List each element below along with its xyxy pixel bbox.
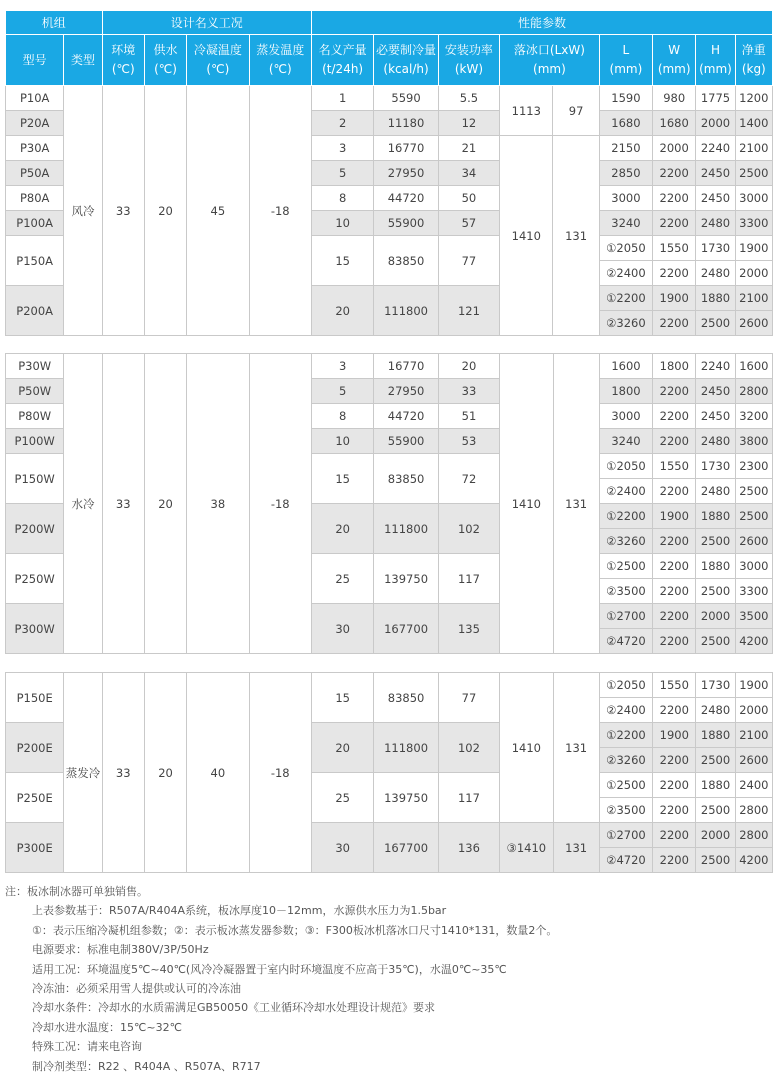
header-W: W (mm) — [653, 35, 696, 86]
height-cell: 1880 — [696, 286, 735, 311]
header-group-unit: 机组 — [6, 11, 103, 35]
weight-cell: 4200 — [735, 848, 772, 873]
weight-cell: 1900 — [735, 236, 772, 261]
power-cell: 135 — [438, 604, 499, 654]
output-cell: 3 — [311, 136, 373, 161]
note-line: 适用工况：环境温度5℃~40℃(风冷冷凝器置于室内时环境温度不应高于35℃)，水温0℃~35℃ — [32, 962, 507, 976]
model-cell: P250W — [6, 554, 64, 604]
ambient-cell: 33 — [102, 673, 144, 873]
cooling-cell: 11180 — [374, 111, 438, 136]
water-cooled-body — [6, 354, 773, 654]
output-cell: 20 — [311, 286, 373, 336]
output-cell: 2 — [311, 111, 373, 136]
width-cell: 2000 — [653, 136, 696, 161]
width-cell: 1800 — [653, 354, 696, 379]
condense-cell: 45 — [187, 86, 249, 336]
weight-cell: 2500 — [735, 161, 772, 186]
height-cell: 1880 — [696, 554, 735, 579]
width-cell: 1900 — [653, 723, 696, 748]
length-cell: ②2400 — [599, 479, 652, 504]
height-cell: 2480 — [696, 211, 735, 236]
opening-width-cell: 131 — [553, 354, 599, 654]
weight-cell: 1600 — [735, 354, 772, 379]
length-cell: ①2700 — [599, 823, 652, 848]
output-cell: 20 — [311, 504, 373, 554]
weight-cell: 3000 — [735, 554, 772, 579]
height-cell: 1880 — [696, 773, 735, 798]
weight-cell: 2100 — [735, 286, 772, 311]
power-cell: 136 — [438, 823, 499, 873]
header-type: 类型 — [64, 35, 102, 86]
length-cell: 1680 — [599, 111, 652, 136]
height-cell: 2450 — [696, 161, 735, 186]
weight-cell: 2500 — [735, 479, 772, 504]
weight-cell: 3300 — [735, 579, 772, 604]
length-cell: ②3260 — [599, 311, 652, 336]
height-cell: 2500 — [696, 748, 735, 773]
power-cell: 33 — [438, 379, 499, 404]
output-cell: 20 — [311, 723, 373, 773]
note-line: 冷冻油：必须采用雪人提供或认可的冷冻油 — [32, 982, 241, 996]
height-cell: 1730 — [696, 236, 735, 261]
note-line: ①：表示压缩冷凝机组参数；②：表示板冰蒸发器参数；③：F300板冰机落冰口尺寸1410*131，数量2个。 — [32, 923, 558, 937]
width-cell: 2200 — [653, 211, 696, 236]
length-cell: ①2700 — [599, 604, 652, 629]
notes-lead: 注：板冰制冰器可单独销售。 — [5, 885, 148, 898]
length-cell: 2150 — [599, 136, 652, 161]
width-cell: 2200 — [653, 604, 696, 629]
power-cell: 21 — [438, 136, 499, 161]
header-cooling: 必要制冷量 (kcal/h) — [374, 35, 438, 86]
model-cell: P150A — [6, 236, 64, 286]
table-row — [6, 354, 773, 379]
note-line: 冷却水进水温度：15℃~32℃ — [32, 1020, 182, 1034]
weight-cell: 2800 — [735, 798, 772, 823]
width-cell: 2200 — [653, 798, 696, 823]
cooling-cell: 55900 — [374, 429, 438, 454]
output-cell: 10 — [311, 429, 373, 454]
condense-cell: 38 — [187, 354, 249, 654]
weight-cell: 3200 — [735, 404, 772, 429]
header-model: 型号 — [6, 35, 64, 86]
power-cell: 51 — [438, 404, 499, 429]
output-cell: 25 — [311, 554, 373, 604]
height-cell: 1880 — [696, 723, 735, 748]
height-cell: 2450 — [696, 404, 735, 429]
cooling-cell: 55900 — [374, 211, 438, 236]
supply-cell: 20 — [144, 86, 186, 336]
note-line: 上表参数基于：R507A/R404A系统，板冰厚度10－12mm，水源供水压力为1.5bar — [32, 904, 447, 918]
length-cell: ①2500 — [599, 773, 652, 798]
ambient-cell: 33 — [102, 354, 144, 654]
output-cell: 15 — [311, 236, 373, 286]
power-cell: 102 — [438, 504, 499, 554]
length-cell: 3000 — [599, 404, 652, 429]
width-cell: 2200 — [653, 404, 696, 429]
output-cell: 5 — [311, 379, 373, 404]
output-cell: 15 — [311, 673, 373, 723]
type-cell: 风冷 — [64, 86, 102, 336]
width-cell: 2200 — [653, 311, 696, 336]
weight-cell: 2600 — [735, 748, 772, 773]
power-cell: 77 — [438, 236, 499, 286]
weight-cell: 2600 — [735, 311, 772, 336]
output-cell: 30 — [311, 604, 373, 654]
model-cell: P30A — [6, 136, 64, 161]
power-cell: 34 — [438, 161, 499, 186]
opening-width-cell: 97 — [553, 86, 599, 136]
length-cell: ①2500 — [599, 554, 652, 579]
width-cell: 2200 — [653, 186, 696, 211]
length-cell: ①2050 — [599, 673, 652, 698]
header-weight: 净重 (kg) — [735, 35, 772, 86]
type-cell: 水冷 — [64, 354, 102, 654]
note-line: 特殊工况：请来电咨询 — [32, 1040, 142, 1054]
power-cell: 121 — [438, 286, 499, 336]
height-cell: 2500 — [696, 311, 735, 336]
width-cell: 1680 — [653, 111, 696, 136]
power-cell: 77 — [438, 673, 499, 723]
opening-length-cell: 1410 — [500, 354, 553, 654]
cooling-cell: 167700 — [374, 604, 438, 654]
evap-cell: -18 — [249, 673, 311, 873]
height-cell: 2240 — [696, 354, 735, 379]
table-row — [6, 673, 773, 698]
note-line: 冷却水条件：冷却水的水质需满足GB50050《工业循环冷却水处理设计规范》要求 — [32, 1001, 436, 1015]
length-cell: ①2200 — [599, 286, 652, 311]
output-cell: 15 — [311, 454, 373, 504]
power-cell: 12 — [438, 111, 499, 136]
evap-cell: -18 — [249, 86, 311, 336]
evap-cell: -18 — [249, 354, 311, 654]
header-group-design: 设计名义工况 — [102, 11, 311, 35]
cooling-cell: 83850 — [374, 236, 438, 286]
cooling-cell: 139750 — [374, 773, 438, 823]
height-cell: 2480 — [696, 429, 735, 454]
height-cell: 2450 — [696, 186, 735, 211]
header-output: 名义产量 (t/24h) — [311, 35, 373, 86]
spec-table-air-cooled — [5, 10, 773, 336]
weight-cell: 2000 — [735, 261, 772, 286]
length-cell: 3240 — [599, 429, 652, 454]
ambient-cell: 33 — [102, 86, 144, 336]
header-power: 安装功率 (kW) — [438, 35, 499, 86]
opening-length-cell: ③1410 — [500, 823, 553, 873]
model-cell: P100W — [6, 429, 64, 454]
air-cooled-body — [6, 86, 773, 336]
height-cell: 2500 — [696, 579, 735, 604]
width-cell: 2200 — [653, 698, 696, 723]
weight-cell: 2800 — [735, 823, 772, 848]
opening-length-cell: 1410 — [500, 673, 553, 823]
weight-cell: 2400 — [735, 773, 772, 798]
cooling-cell: 111800 — [374, 286, 438, 336]
length-cell: 3000 — [599, 186, 652, 211]
length-cell: ①2050 — [599, 236, 652, 261]
power-cell: 50 — [438, 186, 499, 211]
length-cell: ②3260 — [599, 748, 652, 773]
model-cell: P300W — [6, 604, 64, 654]
width-cell: 1550 — [653, 236, 696, 261]
weight-cell: 1200 — [735, 86, 772, 111]
height-cell: 2500 — [696, 529, 735, 554]
header-group-performance: 性能参数 — [311, 11, 772, 35]
model-cell: P250E — [6, 773, 64, 823]
length-cell: ①2050 — [599, 454, 652, 479]
model-cell: P200A — [6, 286, 64, 336]
cooling-cell: 44720 — [374, 404, 438, 429]
length-cell: ②2400 — [599, 698, 652, 723]
opening-length-cell: 1113 — [500, 86, 553, 136]
height-cell: 1730 — [696, 454, 735, 479]
width-cell: 980 — [653, 86, 696, 111]
output-cell: 8 — [311, 404, 373, 429]
model-cell: P100A — [6, 211, 64, 236]
table-row — [6, 86, 773, 111]
cooling-cell: 16770 — [374, 136, 438, 161]
header-evap: 蒸发温度 (℃) — [249, 35, 311, 86]
model-cell: P50W — [6, 379, 64, 404]
model-cell: P50A — [6, 161, 64, 186]
power-cell: 5.5 — [438, 86, 499, 111]
evaporative-cooled-body — [6, 673, 773, 873]
model-cell: P80A — [6, 186, 64, 211]
power-cell: 117 — [438, 773, 499, 823]
height-cell: 1775 — [696, 86, 735, 111]
length-cell: 2850 — [599, 161, 652, 186]
weight-cell: 3800 — [735, 429, 772, 454]
opening-width-cell: 131 — [553, 673, 599, 823]
notes-section — [5, 882, 775, 1076]
model-cell: P20A — [6, 111, 64, 136]
cooling-cell: 5590 — [374, 86, 438, 111]
model-cell: P30W — [6, 354, 64, 379]
height-cell: 1730 — [696, 673, 735, 698]
spec-table-evaporative-cooled — [5, 672, 773, 873]
output-cell: 3 — [311, 354, 373, 379]
width-cell: 2200 — [653, 429, 696, 454]
opening-width-cell: 131 — [553, 136, 599, 336]
height-cell: 2480 — [696, 698, 735, 723]
note-line: 制冷剂类型：R22 、R404A 、R507A、R717 — [32, 1059, 261, 1073]
output-cell: 8 — [311, 186, 373, 211]
weight-cell: 2100 — [735, 136, 772, 161]
width-cell: 1900 — [653, 504, 696, 529]
width-cell: 2200 — [653, 529, 696, 554]
type-cell: 蒸发冷 — [64, 673, 102, 873]
weight-cell: 3300 — [735, 211, 772, 236]
width-cell: 2200 — [653, 748, 696, 773]
cooling-cell: 111800 — [374, 723, 438, 773]
cooling-cell: 83850 — [374, 673, 438, 723]
power-cell: 72 — [438, 454, 499, 504]
cooling-cell: 27950 — [374, 379, 438, 404]
cooling-cell: 16770 — [374, 354, 438, 379]
width-cell: 2200 — [653, 823, 696, 848]
length-cell: 1600 — [599, 354, 652, 379]
cooling-cell: 111800 — [374, 504, 438, 554]
length-cell: ②4720 — [599, 848, 652, 873]
condense-cell: 40 — [187, 673, 249, 873]
opening-length-cell: 1410 — [500, 136, 553, 336]
header-L: L (mm) — [599, 35, 652, 86]
width-cell: 2200 — [653, 629, 696, 654]
cooling-cell: 44720 — [374, 186, 438, 211]
width-cell: 2200 — [653, 554, 696, 579]
height-cell: 2000 — [696, 823, 735, 848]
height-cell: 2240 — [696, 136, 735, 161]
width-cell: 1900 — [653, 286, 696, 311]
width-cell: 1550 — [653, 454, 696, 479]
weight-cell: 2100 — [735, 723, 772, 748]
power-cell: 20 — [438, 354, 499, 379]
model-cell: P200W — [6, 504, 64, 554]
width-cell: 2200 — [653, 773, 696, 798]
weight-cell: 2300 — [735, 454, 772, 479]
width-cell: 2200 — [653, 479, 696, 504]
width-cell: 1550 — [653, 673, 696, 698]
weight-cell: 1900 — [735, 673, 772, 698]
weight-cell: 1400 — [735, 111, 772, 136]
length-cell: ①2200 — [599, 723, 652, 748]
height-cell: 2500 — [696, 798, 735, 823]
output-cell: 10 — [311, 211, 373, 236]
width-cell: 2200 — [653, 579, 696, 604]
header-opening: 落冰口(LxW) (mm) — [500, 35, 600, 86]
note-line: 电源要求：标准电制380V/3P/50Hz — [32, 943, 209, 957]
model-cell: P300E — [6, 823, 64, 873]
cooling-cell: 167700 — [374, 823, 438, 873]
height-cell: 2450 — [696, 379, 735, 404]
length-cell: ②4720 — [599, 629, 652, 654]
height-cell: 2000 — [696, 604, 735, 629]
power-cell: 57 — [438, 211, 499, 236]
header-ambient: 环境 (℃) — [102, 35, 144, 86]
height-cell: 2500 — [696, 848, 735, 873]
weight-cell: 3000 — [735, 186, 772, 211]
length-cell: 3240 — [599, 211, 652, 236]
length-cell: ②3260 — [599, 529, 652, 554]
length-cell: ②2400 — [599, 261, 652, 286]
power-cell: 53 — [438, 429, 499, 454]
length-cell: ②3500 — [599, 579, 652, 604]
model-cell: P150E — [6, 673, 64, 723]
model-cell: P150W — [6, 454, 64, 504]
width-cell: 2200 — [653, 379, 696, 404]
height-cell: 2500 — [696, 629, 735, 654]
model-cell: P10A — [6, 86, 64, 111]
cooling-cell: 83850 — [374, 454, 438, 504]
width-cell: 2200 — [653, 261, 696, 286]
height-cell: 1880 — [696, 504, 735, 529]
header-condense: 冷凝温度 (℃) — [187, 35, 249, 86]
power-cell: 102 — [438, 723, 499, 773]
power-cell: 117 — [438, 554, 499, 604]
weight-cell: 2000 — [735, 698, 772, 723]
supply-cell: 20 — [144, 354, 186, 654]
length-cell: ①2200 — [599, 504, 652, 529]
length-cell: ②3500 — [599, 798, 652, 823]
cooling-cell: 27950 — [374, 161, 438, 186]
height-cell: 2000 — [696, 111, 735, 136]
supply-cell: 20 — [144, 673, 186, 873]
height-cell: 2480 — [696, 479, 735, 504]
width-cell: 2200 — [653, 848, 696, 873]
weight-cell: 3500 — [735, 604, 772, 629]
weight-cell: 2500 — [735, 504, 772, 529]
spec-table-water-cooled — [5, 353, 773, 654]
opening-width-cell: 131 — [553, 823, 599, 873]
cooling-cell: 139750 — [374, 554, 438, 604]
model-cell: P200E — [6, 723, 64, 773]
length-cell: 1590 — [599, 86, 652, 111]
weight-cell: 2600 — [735, 529, 772, 554]
output-cell: 25 — [311, 773, 373, 823]
width-cell: 2200 — [653, 161, 696, 186]
header-supply: 供水 (℃) — [144, 35, 186, 86]
header-H: H (mm) — [696, 35, 735, 86]
model-cell: P80W — [6, 404, 64, 429]
output-cell: 30 — [311, 823, 373, 873]
output-cell: 5 — [311, 161, 373, 186]
height-cell: 2480 — [696, 261, 735, 286]
weight-cell: 4200 — [735, 629, 772, 654]
output-cell: 1 — [311, 86, 373, 111]
weight-cell: 2800 — [735, 379, 772, 404]
length-cell: 1800 — [599, 379, 652, 404]
